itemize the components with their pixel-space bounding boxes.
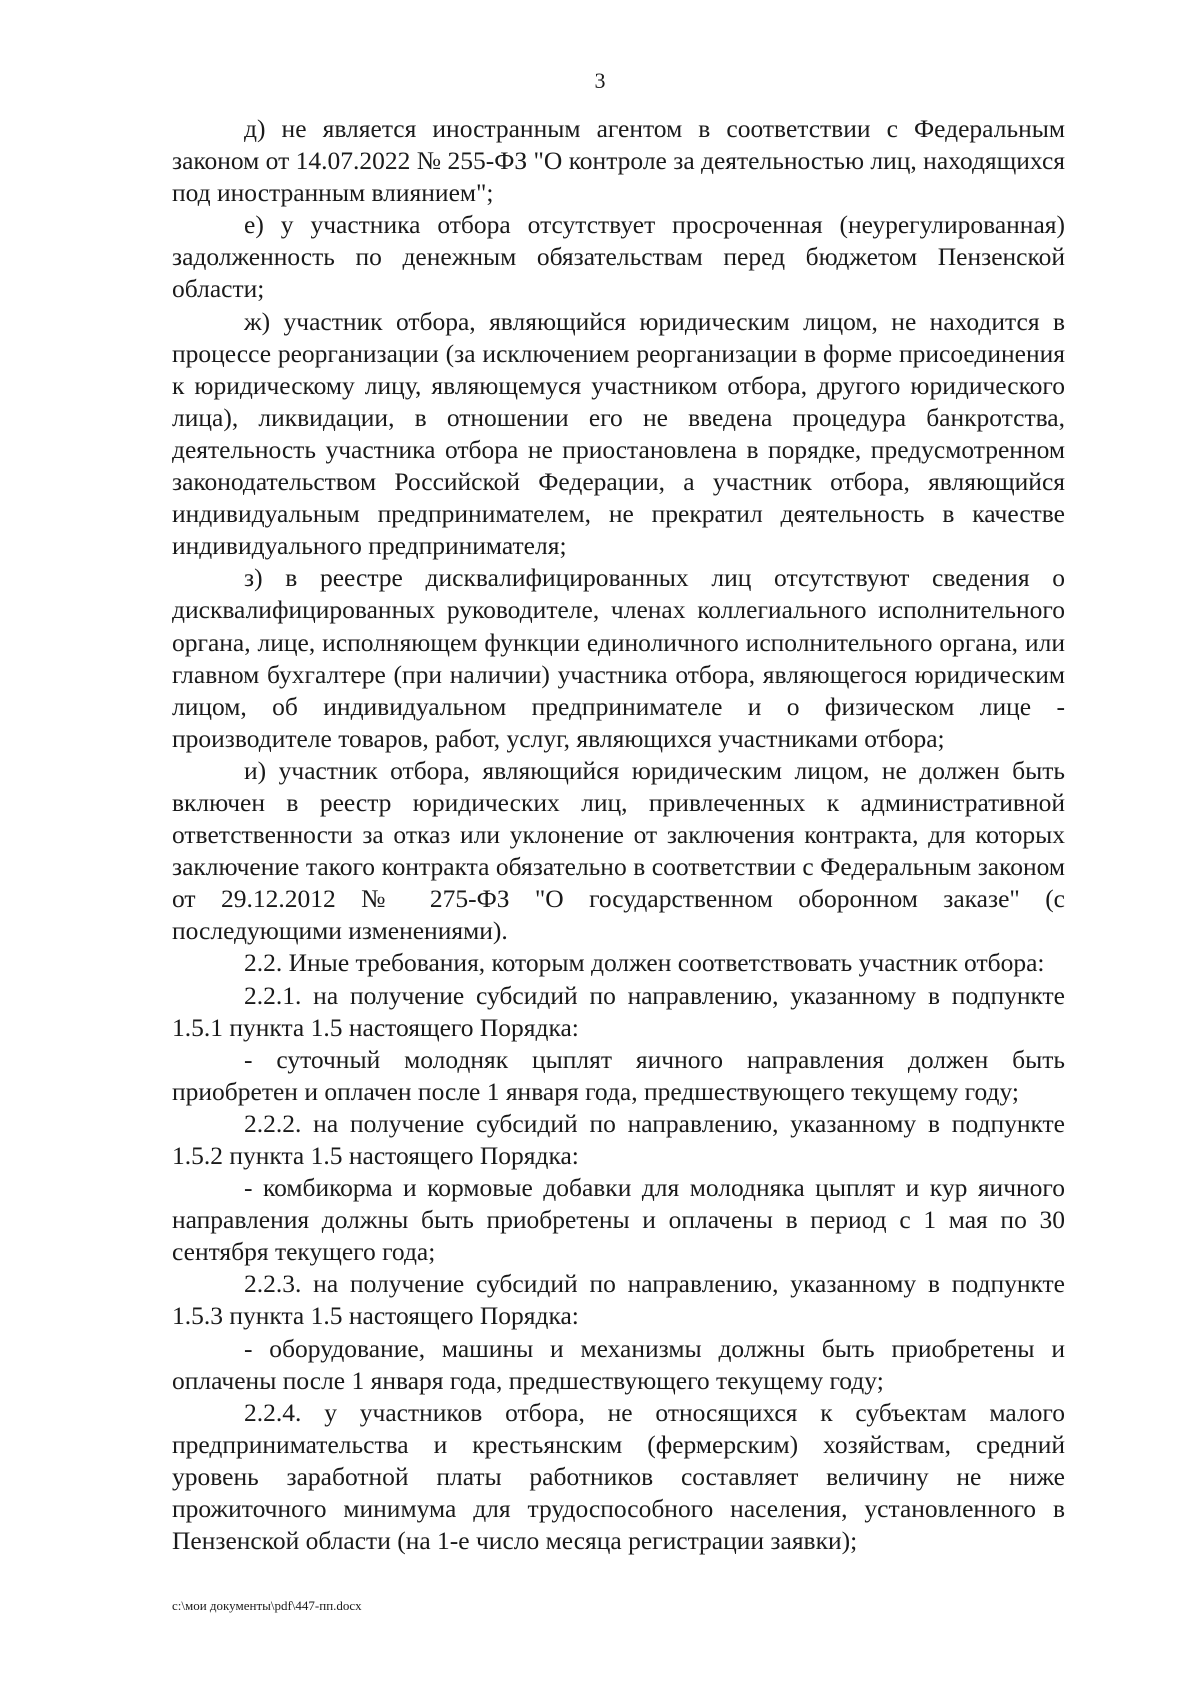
paragraph-2-2-2-item: - комбикорма и кормовые добавки для молодняка цыплят и кур яичного направления должны быть приобретены и оплачены в период с 1 мая по 30 сентября текущего года; <box>172 1173 1065 1267</box>
document-body <box>172 113 1065 1557</box>
paragraph-d: д) не является иностранным агентом в соответствии с Федеральным законом от 14.07.2022 № 255-ФЗ "О контроле за деятельностью лиц, находящихся под иностранным влиянием"; <box>172 114 1065 208</box>
footer-file-path: c:\мои документы\pdf\447-пп.docx <box>172 1598 362 1613</box>
paragraph-2-2-1-item: - суточный молодняк цыплят яичного направления должен быть приобретен и оплачен после 1 января года, предшествующего текущему году; <box>172 1044 1065 1106</box>
paragraph-e: е) у участника отбора отсутствует просроченная (неурегулированная) задолженность по денежным обязательствам перед бюджетом Пензенской области; <box>172 210 1065 304</box>
page-number: 3 <box>594 68 606 93</box>
paragraph-i: и) участник отбора, являющийся юридическим лицом, не должен быть включен в реестр юридических лиц, привлеченных к административной ответственности за отказ или уклонение от заключения контракта, для которых заключение такого контракта обязательно в соответствии с Федеральным законом от 29.12.2012 № 275-ФЗ "О государственном оборонном заказе" (с последующими изменениями). <box>172 755 1065 946</box>
paragraph-z: з) в реестре дисквалифицированных лиц отсутствуют сведения о дисквалифицированных руководителе, членах коллегиального исполнительного органа, лице, исполняющем функции единоличного исполнительного органа, или главном бухгалтере (при наличии) участника отбора, являющегося юридическим лицом, об индивидуальном предпринимателе и о физическом лице - производителе товаров, работ, услуг, являющихся участниками отбора; <box>172 563 1065 753</box>
paragraph-2-2-3-item: - оборудование, машины и механизмы должны быть приобретены и оплачены после 1 января года, предшествующего текущему году; <box>172 1333 1065 1395</box>
paragraph-2-2-2: 2.2.2. на получение субсидий по направлению, указанному в подпункте 1.5.2 пункта 1.5 настоящего Порядка: <box>172 1108 1065 1170</box>
paragraph-2-2: 2.2. Иные требования, которым должен соответствовать участник отбора: <box>244 948 1045 978</box>
paragraph-2-2-3: 2.2.3. на получение субсидий по направлению, указанному в подпункте 1.5.3 пункта 1.5 настоящего Порядка: <box>172 1269 1065 1331</box>
paragraph-2-2-1: 2.2.1. на получение субсидий по направлению, указанному в подпункте 1.5.1 пункта 1.5 настоящего Порядка: <box>172 980 1065 1042</box>
paragraph-zh: ж) участник отбора, являющийся юридическим лицом, не находится в процессе реорганизации (за исключением реорганизации в форме присоединения к юридическому лицу, являющемуся участником отбора, другого юридического лица), ликвидации, в отношении его не введена процедура банкротства, деятельность участника отбора не приостановлена в порядке, предусмотренном законодательством Российской Федерации, а участник отбора, являющийся индивидуальным предпринимателем, не прекратил деятельность в качестве индивидуального предпринимателя; <box>172 306 1065 561</box>
paragraph-2-2-4: 2.2.4. у участников отбора, не относящихся к субъектам малого предпринимательства и крестьянским (фермерским) хозяйствам, средний уровень заработной платы работников составляет величину не ниже прожиточного минимума для трудоспособного населения, установленного в Пензенской области (на 1-е число месяца регистрации заявки); <box>172 1397 1065 1556</box>
